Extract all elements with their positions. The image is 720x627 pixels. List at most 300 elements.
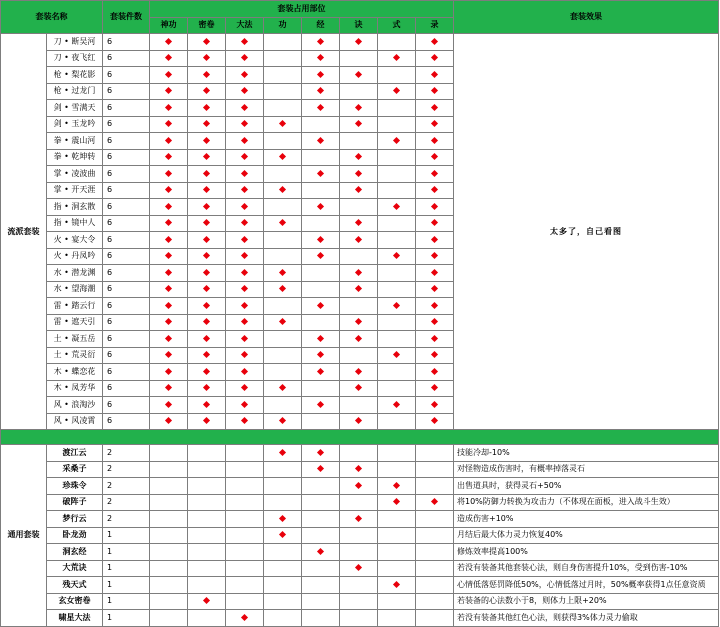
slot-cell bbox=[150, 593, 188, 610]
slot-cell bbox=[150, 100, 188, 117]
set-name: 掌 • 开天涯 bbox=[47, 182, 103, 199]
set-name: 渡江云 bbox=[47, 445, 103, 462]
slot-cell bbox=[150, 166, 188, 183]
slot-cell bbox=[302, 560, 340, 577]
slot-cell bbox=[302, 83, 340, 100]
slot-cell bbox=[264, 50, 302, 67]
slot-cell bbox=[226, 380, 264, 397]
slot-cell bbox=[302, 182, 340, 199]
red-diamond-icon bbox=[317, 401, 324, 408]
slot-cell bbox=[150, 199, 188, 216]
slot-cell bbox=[226, 166, 264, 183]
slot-cell bbox=[340, 83, 378, 100]
slot-cell bbox=[416, 83, 454, 100]
red-diamond-icon bbox=[203, 368, 210, 375]
slot-cell bbox=[150, 116, 188, 133]
header-row-1 bbox=[1, 1, 719, 18]
slot-cell bbox=[416, 478, 454, 495]
slot-cell bbox=[264, 166, 302, 183]
red-diamond-icon bbox=[165, 38, 172, 45]
slot-cell bbox=[416, 34, 454, 51]
set-name: 拳 • 震山河 bbox=[47, 133, 103, 150]
slot-cell bbox=[188, 215, 226, 232]
red-diamond-icon bbox=[203, 71, 210, 78]
slot-cell bbox=[416, 380, 454, 397]
set-name: 剑 • 玉龙吟 bbox=[47, 116, 103, 133]
slot-cell bbox=[302, 577, 340, 594]
slot-cell bbox=[188, 116, 226, 133]
set-effect: 对怪物造成伤害时，有概率掉落灵石 bbox=[454, 461, 719, 478]
slot-cell bbox=[340, 100, 378, 117]
slot-cell bbox=[188, 100, 226, 117]
slot-cell bbox=[302, 494, 340, 511]
piece-count: 6 bbox=[103, 182, 150, 199]
slot-cell bbox=[150, 397, 188, 414]
slot-cell bbox=[378, 265, 416, 282]
red-diamond-icon bbox=[241, 38, 248, 45]
piece-count: 6 bbox=[103, 364, 150, 381]
red-diamond-icon bbox=[165, 252, 172, 259]
set-effect: 造成伤害+10% bbox=[454, 511, 719, 528]
red-diamond-icon bbox=[165, 186, 172, 193]
slot-cell bbox=[302, 298, 340, 315]
slot-cell bbox=[150, 347, 188, 364]
set-name: 大荒诀 bbox=[47, 560, 103, 577]
set-name: 采桑子 bbox=[47, 461, 103, 478]
red-diamond-icon bbox=[431, 219, 438, 226]
slot-cell bbox=[188, 397, 226, 414]
red-diamond-icon bbox=[203, 384, 210, 391]
red-diamond-icon bbox=[165, 269, 172, 276]
set-effect: 若没有装备其他红色心法，则获得3%体力灵力偷取 bbox=[454, 610, 719, 627]
slot-cell bbox=[150, 527, 188, 544]
red-diamond-icon bbox=[431, 368, 438, 375]
slot-cell bbox=[264, 380, 302, 397]
slot-cell bbox=[340, 149, 378, 166]
red-diamond-icon bbox=[165, 318, 172, 325]
piece-count: 6 bbox=[103, 347, 150, 364]
slot-cell bbox=[226, 83, 264, 100]
slot-cell bbox=[416, 248, 454, 265]
red-diamond-icon bbox=[241, 351, 248, 358]
slot-cell bbox=[378, 248, 416, 265]
header-slot: 功 bbox=[264, 17, 302, 34]
set-name: 雷 • 遮天引 bbox=[47, 314, 103, 331]
red-diamond-icon bbox=[431, 252, 438, 259]
section-separator bbox=[1, 430, 719, 445]
red-diamond-icon bbox=[317, 71, 324, 78]
slot-cell bbox=[226, 445, 264, 462]
slot-cell bbox=[302, 248, 340, 265]
slot-cell bbox=[264, 298, 302, 315]
set-name: 水 • 潜龙渊 bbox=[47, 265, 103, 282]
slot-cell bbox=[226, 298, 264, 315]
slot-cell bbox=[188, 560, 226, 577]
slot-cell bbox=[378, 133, 416, 150]
red-diamond-icon bbox=[241, 269, 248, 276]
set-effect: 月结后最大体力灵力恢复40% bbox=[454, 527, 719, 544]
red-diamond-icon bbox=[393, 137, 400, 144]
slot-cell bbox=[416, 364, 454, 381]
piece-count: 1 bbox=[103, 544, 150, 561]
slot-cell bbox=[188, 248, 226, 265]
piece-count: 6 bbox=[103, 50, 150, 67]
red-diamond-icon bbox=[355, 465, 362, 472]
slot-cell bbox=[226, 50, 264, 67]
red-diamond-icon bbox=[203, 104, 210, 111]
red-diamond-icon bbox=[165, 203, 172, 210]
slot-cell bbox=[150, 67, 188, 84]
slot-cell bbox=[226, 331, 264, 348]
slot-cell bbox=[302, 397, 340, 414]
red-diamond-icon bbox=[203, 153, 210, 160]
piece-count: 2 bbox=[103, 461, 150, 478]
slot-cell bbox=[378, 50, 416, 67]
slot-cell bbox=[302, 34, 340, 51]
slot-cell bbox=[264, 149, 302, 166]
set-name: 枪 • 梨花影 bbox=[47, 67, 103, 84]
red-diamond-icon bbox=[241, 186, 248, 193]
red-diamond-icon bbox=[241, 170, 248, 177]
red-diamond-icon bbox=[241, 104, 248, 111]
slot-cell bbox=[378, 347, 416, 364]
slot-cell bbox=[188, 364, 226, 381]
slot-cell bbox=[264, 397, 302, 414]
red-diamond-icon bbox=[203, 351, 210, 358]
slot-cell bbox=[150, 560, 188, 577]
slot-cell bbox=[340, 34, 378, 51]
set-name: 残天式 bbox=[47, 577, 103, 594]
set-name: 风 • 浪淘沙 bbox=[47, 397, 103, 414]
slot-cell bbox=[264, 281, 302, 298]
red-diamond-icon bbox=[165, 384, 172, 391]
piece-count: 2 bbox=[103, 511, 150, 528]
slot-cell bbox=[226, 560, 264, 577]
red-diamond-icon bbox=[355, 104, 362, 111]
slot-cell bbox=[302, 67, 340, 84]
slot-cell bbox=[188, 50, 226, 67]
slot-cell bbox=[226, 347, 264, 364]
slot-cell bbox=[340, 314, 378, 331]
red-diamond-icon bbox=[203, 54, 210, 61]
slot-cell bbox=[378, 199, 416, 216]
red-diamond-icon bbox=[393, 54, 400, 61]
slot-cell bbox=[378, 478, 416, 495]
slot-cell bbox=[416, 577, 454, 594]
header-set-name: 套装名称 bbox=[1, 1, 103, 34]
slot-cell bbox=[226, 461, 264, 478]
piece-count: 2 bbox=[103, 478, 150, 495]
red-diamond-icon bbox=[393, 302, 400, 309]
slot-cell bbox=[416, 593, 454, 610]
table-row bbox=[1, 577, 719, 594]
slot-cell bbox=[302, 593, 340, 610]
red-diamond-icon bbox=[317, 302, 324, 309]
slot-cell bbox=[150, 577, 188, 594]
slot-cell bbox=[416, 67, 454, 84]
slot-cell bbox=[264, 232, 302, 249]
red-diamond-icon bbox=[355, 368, 362, 375]
slot-cell bbox=[150, 50, 188, 67]
red-diamond-icon bbox=[241, 236, 248, 243]
slot-cell bbox=[340, 67, 378, 84]
slot-cell bbox=[340, 248, 378, 265]
slot-cell bbox=[302, 347, 340, 364]
red-diamond-icon bbox=[393, 401, 400, 408]
red-diamond-icon bbox=[203, 170, 210, 177]
slot-cell bbox=[226, 215, 264, 232]
slot-cell bbox=[416, 347, 454, 364]
slot-cell bbox=[340, 166, 378, 183]
piece-count: 6 bbox=[103, 265, 150, 282]
set-name: 破阵子 bbox=[47, 494, 103, 511]
slot-cell bbox=[150, 232, 188, 249]
slot-cell bbox=[416, 461, 454, 478]
slot-cell bbox=[302, 232, 340, 249]
piece-count: 6 bbox=[103, 116, 150, 133]
slot-cell bbox=[226, 478, 264, 495]
header-slot: 式 bbox=[378, 17, 416, 34]
slot-cell bbox=[188, 298, 226, 315]
red-diamond-icon bbox=[431, 498, 438, 505]
red-diamond-icon bbox=[279, 269, 286, 276]
red-diamond-icon bbox=[203, 38, 210, 45]
header-effect: 套装效果 bbox=[454, 1, 719, 34]
slot-cell bbox=[264, 527, 302, 544]
slot-cell bbox=[340, 527, 378, 544]
red-diamond-icon bbox=[203, 120, 210, 127]
set-name: 拳 • 乾坤转 bbox=[47, 149, 103, 166]
red-diamond-icon bbox=[355, 482, 362, 489]
set-name: 风 • 风凌霄 bbox=[47, 413, 103, 430]
piece-count: 6 bbox=[103, 166, 150, 183]
red-diamond-icon bbox=[431, 335, 438, 342]
red-diamond-icon bbox=[431, 417, 438, 424]
piece-count: 6 bbox=[103, 298, 150, 315]
slot-cell bbox=[226, 149, 264, 166]
slot-cell bbox=[340, 593, 378, 610]
slot-cell bbox=[150, 34, 188, 51]
red-diamond-icon bbox=[279, 285, 286, 292]
set-name: 卧龙劲 bbox=[47, 527, 103, 544]
slot-cell bbox=[340, 478, 378, 495]
set-name: 剑 • 雪满天 bbox=[47, 100, 103, 117]
slot-cell bbox=[378, 397, 416, 414]
red-diamond-icon bbox=[165, 153, 172, 160]
red-diamond-icon bbox=[355, 515, 362, 522]
red-diamond-icon bbox=[317, 137, 324, 144]
red-diamond-icon bbox=[393, 87, 400, 94]
slot-cell bbox=[302, 199, 340, 216]
red-diamond-icon bbox=[431, 153, 438, 160]
slot-cell bbox=[302, 281, 340, 298]
red-diamond-icon bbox=[317, 335, 324, 342]
slot-cell bbox=[188, 478, 226, 495]
red-diamond-icon bbox=[203, 137, 210, 144]
red-diamond-icon bbox=[241, 335, 248, 342]
slot-cell bbox=[302, 380, 340, 397]
slot-cell bbox=[378, 511, 416, 528]
slot-cell bbox=[150, 331, 188, 348]
slot-cell bbox=[264, 34, 302, 51]
red-diamond-icon bbox=[165, 401, 172, 408]
red-diamond-icon bbox=[279, 318, 286, 325]
red-diamond-icon bbox=[355, 269, 362, 276]
slot-cell bbox=[302, 413, 340, 430]
red-diamond-icon bbox=[355, 153, 362, 160]
slot-cell bbox=[188, 166, 226, 183]
set-name: 土 • 荒灵衍 bbox=[47, 347, 103, 364]
header-slot: 密卷 bbox=[188, 17, 226, 34]
slot-cell bbox=[378, 67, 416, 84]
slot-cell bbox=[188, 445, 226, 462]
slot-cell bbox=[416, 298, 454, 315]
slot-cell bbox=[340, 577, 378, 594]
table-row bbox=[1, 544, 719, 561]
red-diamond-icon bbox=[393, 482, 400, 489]
red-diamond-icon bbox=[165, 137, 172, 144]
red-diamond-icon bbox=[279, 153, 286, 160]
slot-cell bbox=[188, 461, 226, 478]
red-diamond-icon bbox=[279, 515, 286, 522]
slot-cell bbox=[416, 232, 454, 249]
slot-cell bbox=[264, 413, 302, 430]
piece-count: 6 bbox=[103, 100, 150, 117]
red-diamond-icon bbox=[241, 318, 248, 325]
piece-count: 6 bbox=[103, 34, 150, 51]
red-diamond-icon bbox=[241, 252, 248, 259]
set-effect: 心情低落惩罚降低50%，心情低落过月时，50%概率获得1点任意资质 bbox=[454, 577, 719, 594]
set-name: 刀 • 夜飞红 bbox=[47, 50, 103, 67]
slot-cell bbox=[264, 248, 302, 265]
red-diamond-icon bbox=[203, 219, 210, 226]
slot-cell bbox=[302, 100, 340, 117]
red-diamond-icon bbox=[431, 120, 438, 127]
piece-count: 6 bbox=[103, 133, 150, 150]
slot-cell bbox=[302, 265, 340, 282]
slot-cell bbox=[416, 149, 454, 166]
red-diamond-icon bbox=[241, 417, 248, 424]
slot-cell bbox=[378, 560, 416, 577]
set-name: 玄女密卷 bbox=[47, 593, 103, 610]
red-diamond-icon bbox=[431, 318, 438, 325]
slot-cell bbox=[416, 494, 454, 511]
slot-cell bbox=[302, 50, 340, 67]
red-diamond-icon bbox=[241, 219, 248, 226]
red-diamond-icon bbox=[431, 71, 438, 78]
table-row bbox=[1, 494, 719, 511]
slot-cell bbox=[188, 511, 226, 528]
slot-cell bbox=[188, 577, 226, 594]
header-slot: 神功 bbox=[150, 17, 188, 34]
piece-count: 6 bbox=[103, 83, 150, 100]
set-effect: 出售道具时，获得灵石+50% bbox=[454, 478, 719, 495]
piece-count: 1 bbox=[103, 577, 150, 594]
header-slot: 诀 bbox=[340, 17, 378, 34]
slot-cell bbox=[302, 364, 340, 381]
piece-count: 1 bbox=[103, 560, 150, 577]
table-row bbox=[1, 478, 719, 495]
slot-cell bbox=[340, 445, 378, 462]
piece-count: 6 bbox=[103, 149, 150, 166]
red-diamond-icon bbox=[431, 170, 438, 177]
slot-cell bbox=[378, 232, 416, 249]
slot-cell bbox=[378, 116, 416, 133]
slot-cell bbox=[188, 265, 226, 282]
red-diamond-icon bbox=[317, 87, 324, 94]
red-diamond-icon bbox=[317, 54, 324, 61]
table-row bbox=[1, 511, 719, 528]
red-diamond-icon bbox=[165, 170, 172, 177]
set-name: 木 • 蝶恋花 bbox=[47, 364, 103, 381]
category-label: 流派套装 bbox=[1, 34, 47, 430]
red-diamond-icon bbox=[165, 236, 172, 243]
slot-cell bbox=[264, 83, 302, 100]
slot-cell bbox=[340, 50, 378, 67]
slot-cell bbox=[226, 116, 264, 133]
set-effect: 技能冷却-10% bbox=[454, 445, 719, 462]
slot-cell bbox=[264, 331, 302, 348]
slot-cell bbox=[378, 215, 416, 232]
slot-cell bbox=[378, 593, 416, 610]
red-diamond-icon bbox=[317, 203, 324, 210]
red-diamond-icon bbox=[279, 449, 286, 456]
red-diamond-icon bbox=[393, 351, 400, 358]
slot-cell bbox=[340, 331, 378, 348]
slot-cell bbox=[264, 265, 302, 282]
piece-count: 6 bbox=[103, 331, 150, 348]
red-diamond-icon bbox=[431, 186, 438, 193]
slot-cell bbox=[264, 544, 302, 561]
piece-count: 1 bbox=[103, 527, 150, 544]
slot-cell bbox=[302, 544, 340, 561]
slot-cell bbox=[416, 445, 454, 462]
table-row bbox=[1, 560, 719, 577]
slot-cell bbox=[226, 34, 264, 51]
red-diamond-icon bbox=[165, 87, 172, 94]
header-slot: 经 bbox=[302, 17, 340, 34]
slot-cell bbox=[378, 34, 416, 51]
slot-cell bbox=[340, 364, 378, 381]
red-diamond-icon bbox=[203, 186, 210, 193]
slot-cell bbox=[416, 511, 454, 528]
red-diamond-icon bbox=[279, 417, 286, 424]
slot-cell bbox=[150, 478, 188, 495]
piece-count: 1 bbox=[103, 593, 150, 610]
slot-cell bbox=[416, 331, 454, 348]
red-diamond-icon bbox=[279, 531, 286, 538]
slot-cell bbox=[416, 133, 454, 150]
red-diamond-icon bbox=[355, 38, 362, 45]
slot-cell bbox=[378, 83, 416, 100]
set-name: 珍珠令 bbox=[47, 478, 103, 495]
red-diamond-icon bbox=[355, 384, 362, 391]
slot-cell bbox=[340, 494, 378, 511]
slot-cell bbox=[150, 83, 188, 100]
set-name: 土 • 凝五岳 bbox=[47, 331, 103, 348]
red-diamond-icon bbox=[355, 285, 362, 292]
red-diamond-icon bbox=[203, 335, 210, 342]
red-diamond-icon bbox=[317, 351, 324, 358]
slot-cell bbox=[226, 364, 264, 381]
slot-cell bbox=[340, 347, 378, 364]
red-diamond-icon bbox=[241, 384, 248, 391]
table-row bbox=[1, 593, 719, 610]
red-diamond-icon bbox=[165, 335, 172, 342]
red-diamond-icon bbox=[203, 401, 210, 408]
slot-cell bbox=[150, 445, 188, 462]
slot-cell bbox=[150, 511, 188, 528]
